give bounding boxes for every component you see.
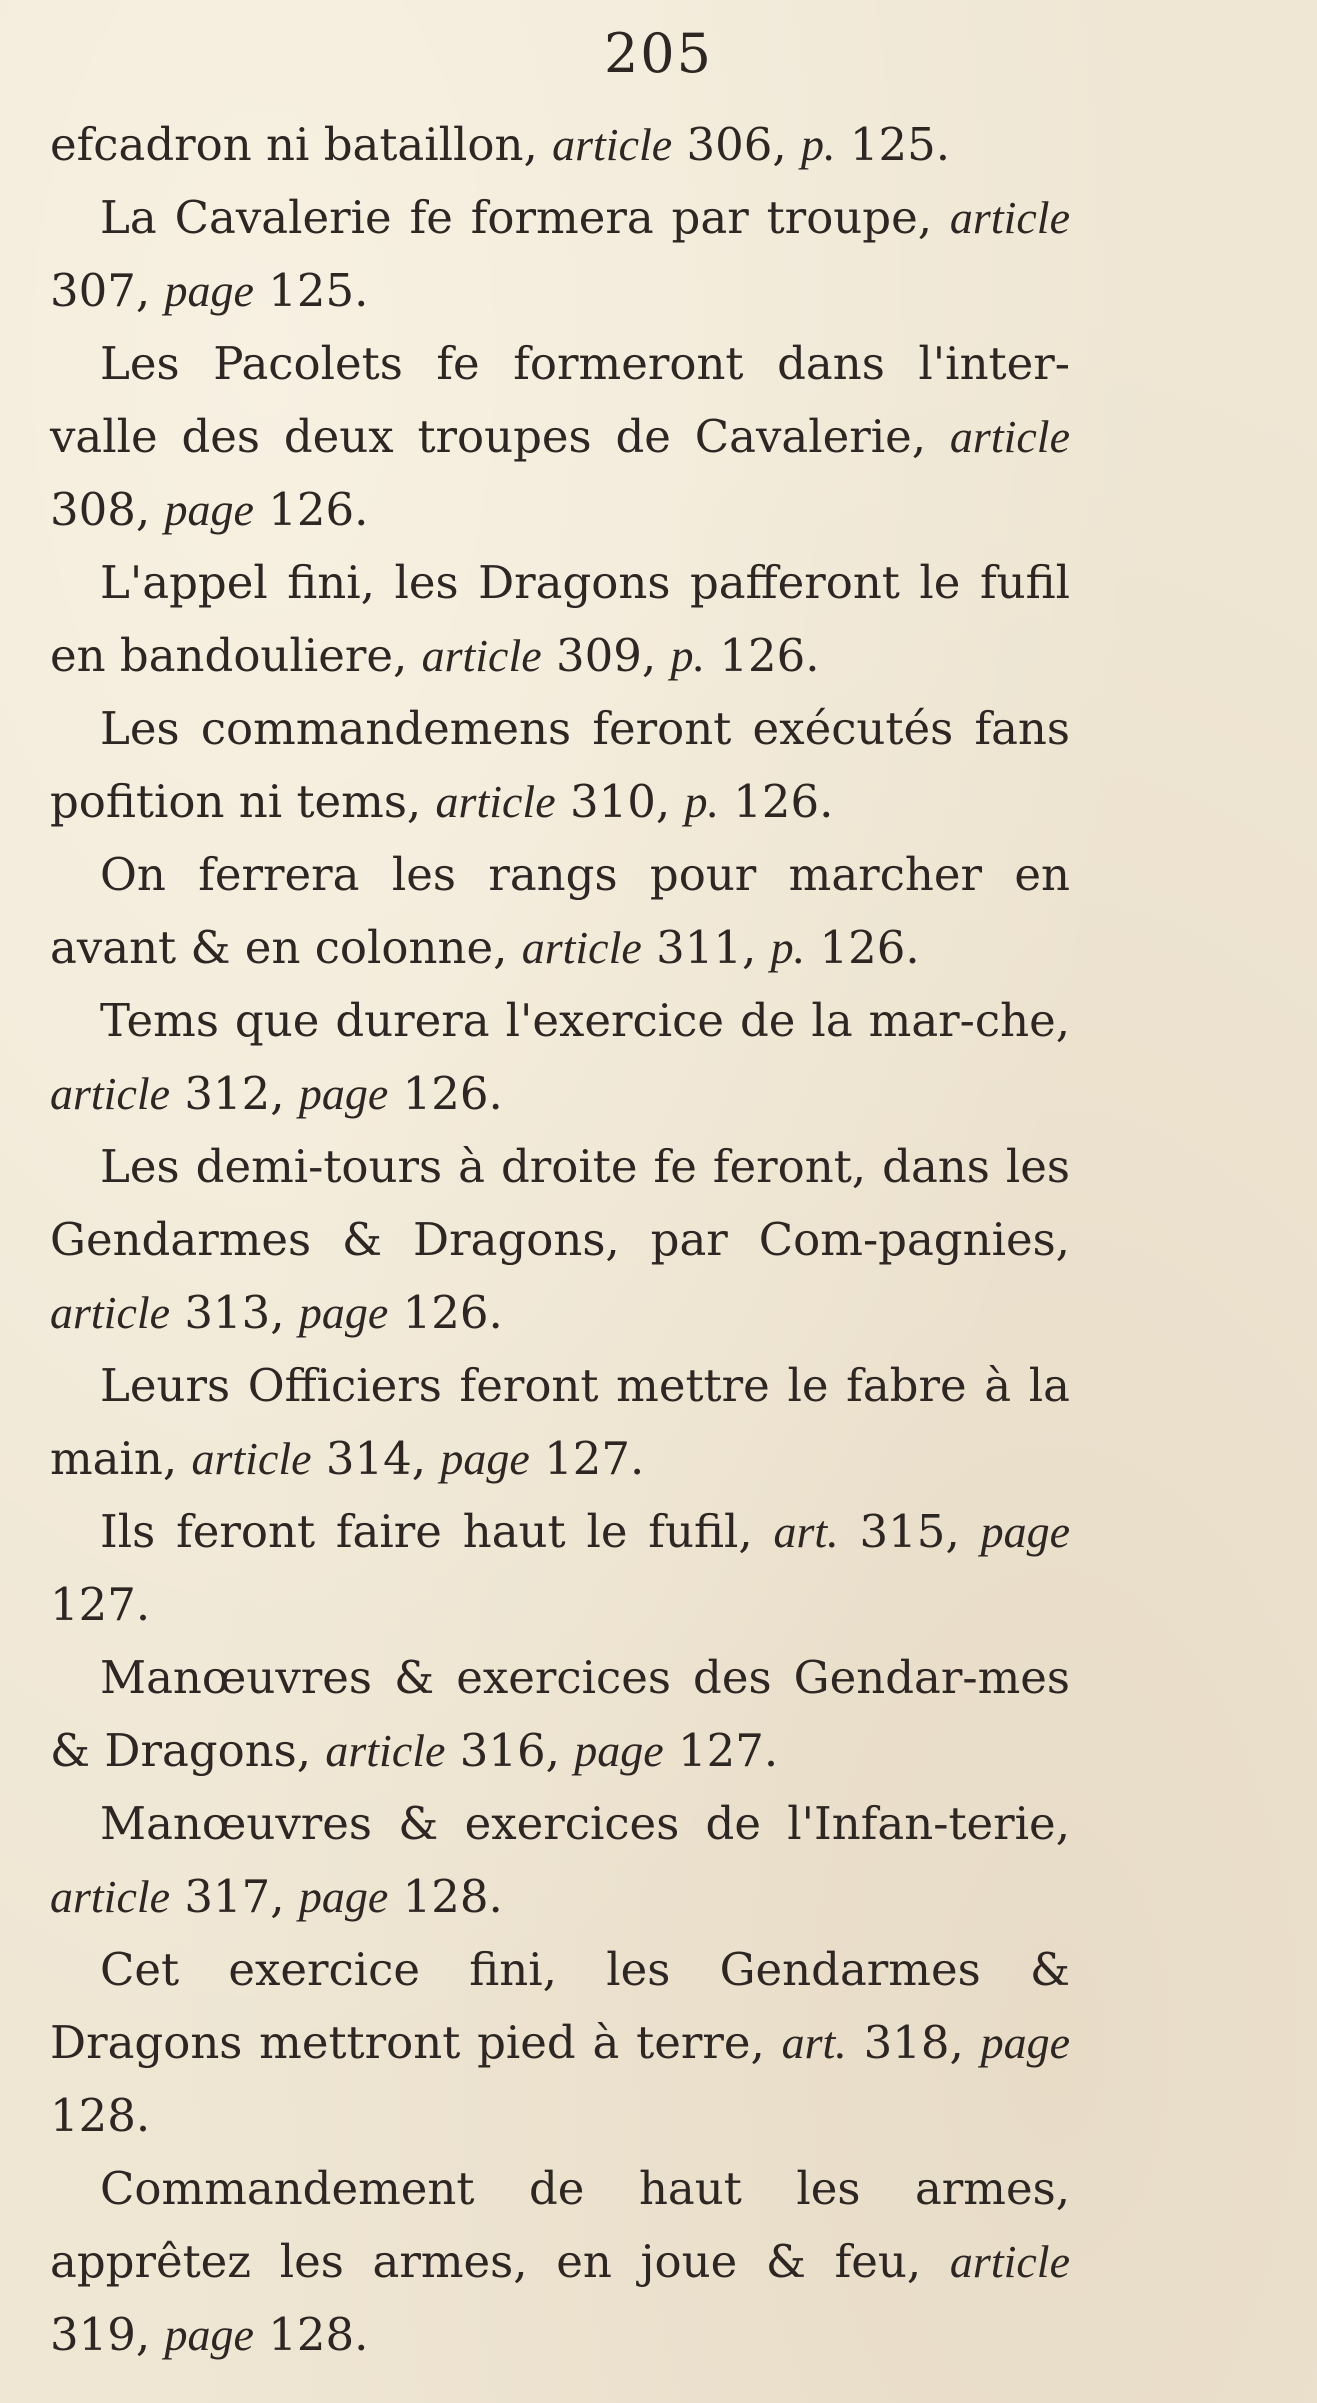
index-entry: Manœuvres & exercices des Gendar-mes & Dragons, article 316, page 127.: [50, 1651, 1070, 1777]
article-number: 312: [184, 1067, 271, 1120]
entry-text: Les demi-tours à droite fe feront, dans les Gendarmes & Dragons, par Com-pagnies,: [50, 1140, 1070, 1266]
article-number: 309: [555, 629, 642, 682]
article-label: article: [949, 411, 1070, 462]
page-label: p.: [670, 630, 705, 681]
page-label: p.: [770, 922, 806, 973]
article-label: article: [325, 1725, 446, 1776]
page-reference: 126.: [819, 921, 920, 974]
index-entry: Ils feront faire haut le fufil, art. 315, page 127.: [50, 1505, 1070, 1631]
article-number: 310: [569, 775, 656, 828]
page-label: p.: [684, 776, 719, 827]
entry-text: Manœuvres & exercices de l'Infan-terie,: [100, 1797, 1070, 1850]
article-label: art.: [773, 1506, 839, 1557]
entry-text: Manœuvres & exercices des Gendar-mes & Dragons,: [50, 1651, 1070, 1777]
page-reference: 126.: [719, 629, 820, 682]
page-reference: 126.: [402, 1286, 503, 1339]
index-entry: On ferrera les rangs pour marcher en avant & en colonne, article 311, p. 126.: [50, 848, 1070, 974]
article-number: 319: [50, 2308, 136, 2361]
page-label: page: [164, 2309, 254, 2360]
index-entry: Les demi-tours à droite fe feront, dans les Gendarmes & Dragons, par Com-pagnies, article 313, page 126.: [50, 1140, 1070, 1339]
page-label: page: [298, 1871, 389, 1922]
index-entries: [50, 108, 1070, 2371]
page-reference: 127.: [678, 1724, 779, 1777]
page-reference: 126.: [268, 483, 369, 536]
page-label: page: [574, 1725, 664, 1776]
article-number: 314: [325, 1432, 412, 1485]
entry-text: Commandement de haut les armes, apprêtez les armes, en joue & feu,: [50, 2162, 1070, 2288]
article-number: 315: [859, 1505, 946, 1558]
article-label: article: [435, 776, 556, 827]
page-reference: 127.: [50, 1578, 151, 1631]
index-entry: Tems que durera l'exercice de la mar-che, article 312, page 126.: [50, 994, 1070, 1120]
entry-text: efcadron ni bataillon,: [50, 118, 538, 171]
page-label: page: [298, 1287, 389, 1338]
index-entry: Commandement de haut les armes, apprêtez les armes, en joue & feu, article 319, page 128.: [50, 2162, 1070, 2361]
article-number: 311: [656, 921, 743, 974]
article-label: article: [949, 192, 1070, 243]
page-label: page: [980, 1506, 1070, 1557]
index-entry: Cet exercice fini, les Gendarmes & Dragons mettront pied à terre, art. 318, page 128.: [50, 1943, 1071, 2142]
page-number: 205: [603, 22, 714, 85]
entry-text: L'appel fini, les Dragons pafferont le fufil en bandouliere,: [50, 556, 1070, 682]
page-reference: 127.: [544, 1432, 645, 1485]
page-label: p.: [801, 119, 836, 170]
page-reference: 128.: [402, 1870, 503, 1923]
page-reference: 125.: [849, 118, 951, 171]
entry-text: Les commandemens feront exécutés fans pofition ni tems,: [50, 702, 1070, 828]
article-number: 313: [184, 1286, 271, 1339]
article-label: article: [552, 119, 673, 170]
article-label: article: [50, 1068, 171, 1119]
article-label: article: [421, 630, 542, 681]
entry-text: Les Pacolets fe formeront dans l'inter-valle des deux troupes de Cavalerie,: [50, 337, 1070, 463]
page-reference: 125.: [268, 264, 369, 317]
page-reference: 126.: [733, 775, 834, 828]
index-entry: Manœuvres & exercices de l'Infan-terie, article 317, page 128.: [50, 1797, 1070, 1923]
article-label: article: [191, 1433, 312, 1484]
entry-text: La Cavalerie fe formera par troupe,: [100, 191, 933, 244]
article-label: art.: [781, 2017, 847, 2068]
article-number: 316: [459, 1724, 546, 1777]
entry-text: Tems que durera l'exercice de la mar-che,: [100, 994, 1070, 1047]
page-label: page: [164, 265, 254, 316]
page-label: page: [440, 1433, 530, 1484]
page-label: page: [298, 1068, 389, 1119]
article-number: 307: [50, 264, 136, 317]
page-reference: 128.: [50, 2089, 151, 2142]
index-entry: La Cavalerie fe formera par troupe, article 307, page 125.: [50, 191, 1070, 317]
article-label: article: [50, 1287, 171, 1338]
entry-text: Ils feront faire haut le fufil,: [100, 1505, 753, 1558]
entry-text: Cet exercice fini, les Gendarmes & Dragons mettront pied à terre,: [50, 1943, 1070, 2069]
article-number: 317: [184, 1870, 271, 1923]
article-label: article: [50, 1871, 171, 1922]
page-label: page: [980, 2017, 1071, 2068]
article-number: 306: [686, 118, 773, 171]
page-label: page: [164, 484, 254, 535]
page-reference: 128.: [268, 2308, 369, 2361]
article-number: 308: [50, 483, 136, 536]
index-entry: Les Pacolets fe formeront dans l'inter-valle des deux troupes de Cavalerie, article 308, page 126.: [50, 337, 1070, 536]
index-entry: Les commandemens feront exécutés fans pofition ni tems, article 310, p. 126.: [50, 702, 1070, 828]
article-label: article: [949, 2236, 1070, 2287]
index-entry: Leurs Officiers feront mettre le fabre à la main, article 314, page 127.: [50, 1359, 1070, 1485]
index-entry: efcadron ni bataillon, article 306, p. 125.: [50, 118, 951, 171]
entry-text: On ferrera les rangs pour marcher en avant & en colonne,: [50, 848, 1070, 974]
article-label: article: [521, 922, 642, 973]
article-number: 318: [863, 2016, 950, 2069]
entry-text: Leurs Officiers feront mettre le fabre à la main,: [50, 1359, 1070, 1485]
index-entry: L'appel fini, les Dragons pafferont le fufil en bandouliere, article 309, p. 126.: [50, 556, 1070, 682]
page-reference: 126.: [402, 1067, 503, 1120]
